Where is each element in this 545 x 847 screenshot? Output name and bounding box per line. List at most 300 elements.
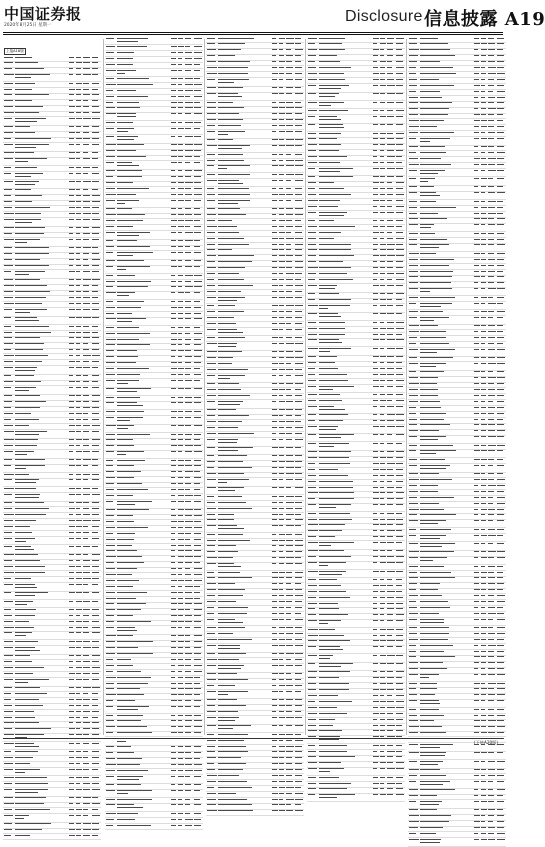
cell-text (295, 514, 301, 515)
cell-text (488, 224, 495, 225)
cell-text (474, 769, 480, 770)
cell-text (76, 74, 81, 75)
cell-text (279, 49, 283, 50)
cell-text (373, 85, 378, 86)
cell-text (409, 801, 416, 802)
cell-text (286, 79, 293, 80)
cell-text (319, 156, 347, 157)
cell-text (420, 97, 442, 98)
cell-text (15, 370, 35, 371)
cell-text (488, 726, 495, 727)
cell-text (396, 451, 404, 452)
cell-text (319, 614, 348, 615)
cell-text (69, 138, 74, 139)
cell-text (279, 79, 283, 80)
cell-text (15, 803, 44, 804)
cell-text (380, 200, 385, 201)
cell-text (194, 144, 202, 145)
cell-text (92, 219, 100, 220)
cell-text (308, 124, 315, 125)
cell-text (15, 609, 36, 610)
cell-text (178, 776, 184, 777)
cell-text (488, 459, 494, 460)
cell-text (106, 70, 116, 71)
cell-text (286, 751, 293, 752)
cell-text (106, 562, 114, 563)
cell-text (4, 728, 12, 729)
cell-text (83, 734, 89, 735)
cell-text (409, 303, 416, 304)
cell-text (207, 607, 214, 608)
table-row (408, 464, 506, 472)
table-row (307, 84, 405, 92)
cell-text (92, 474, 99, 475)
cell-text (178, 451, 182, 452)
cell-text (15, 454, 27, 455)
cell-text (178, 586, 182, 587)
cell-text (15, 407, 40, 408)
cell-text (488, 207, 495, 208)
cell-text (117, 706, 149, 707)
cell-text (488, 821, 493, 822)
cell-text (106, 813, 116, 814)
cell-text (92, 112, 100, 113)
cell-text (295, 194, 302, 195)
cell-text (178, 592, 183, 593)
cell-text (497, 244, 505, 245)
cell-text (15, 118, 46, 119)
cell-text (272, 113, 277, 114)
table-row (3, 788, 101, 796)
cell-text (76, 514, 81, 515)
cell-text (69, 687, 74, 688)
table-row (408, 780, 506, 788)
cell-text (171, 292, 175, 293)
cell-text (420, 276, 452, 277)
cell-text (319, 783, 351, 784)
masthead (0, 0, 506, 32)
cell-text (373, 67, 378, 68)
table-row (307, 620, 405, 628)
cell-text (117, 726, 147, 727)
cell-text (497, 389, 504, 390)
cell-text (218, 534, 243, 535)
cell-text (396, 188, 403, 189)
cell-text (117, 313, 132, 314)
cell-text (279, 291, 284, 292)
cell-text (69, 693, 75, 694)
cell-text (474, 809, 479, 810)
cell-text (83, 451, 90, 452)
cell-text (396, 794, 404, 795)
cell-text (481, 815, 485, 816)
cell-text (481, 377, 486, 378)
cell-text (194, 388, 202, 389)
cell-text (387, 689, 394, 690)
cell-text (488, 639, 494, 640)
cell-text (194, 477, 201, 478)
cell-text (488, 170, 496, 171)
cell-text (69, 711, 74, 712)
cell-text (488, 627, 493, 628)
cell-text (4, 699, 11, 700)
cell-text (171, 752, 176, 753)
cell-text (373, 663, 378, 664)
cell-text (178, 113, 182, 114)
cell-text (69, 118, 75, 119)
cell-text (373, 226, 378, 227)
cell-text (295, 305, 303, 306)
cell-text (92, 615, 99, 616)
cell-text (76, 789, 82, 790)
cell-text (106, 46, 115, 47)
cell-text (218, 67, 248, 68)
cell-text (207, 645, 216, 646)
cell-text (15, 451, 34, 452)
cell-text (380, 571, 385, 572)
cell-text (488, 509, 495, 510)
table-row (105, 425, 203, 433)
cell-text (497, 633, 505, 634)
cell-text (488, 595, 494, 596)
cell-text (308, 293, 315, 294)
cell-text (69, 514, 73, 515)
cell-text (76, 367, 82, 368)
cell-text (319, 308, 328, 309)
cell-text (15, 705, 43, 706)
cell-text (218, 261, 252, 262)
cell-text (117, 659, 131, 660)
cell-text (15, 77, 31, 78)
cell-text (272, 337, 278, 338)
cell-text (207, 551, 215, 552)
cell-text (194, 700, 201, 701)
cell-text (308, 719, 316, 720)
cell-text (185, 694, 192, 695)
table-row (3, 386, 101, 394)
cell-text (319, 579, 337, 580)
cell-text (117, 362, 136, 363)
cell-text (15, 57, 32, 58)
cell-text (319, 550, 344, 551)
cell-text (69, 601, 73, 602)
cell-text (218, 720, 235, 721)
cell-text (286, 160, 294, 161)
cell-text (83, 112, 89, 113)
cell-text (4, 592, 11, 593)
cell-text (92, 566, 99, 567)
cell-text (207, 73, 217, 74)
cell-text (272, 653, 277, 654)
cell-text (83, 566, 90, 567)
cell-text (497, 55, 504, 56)
cell-text (409, 761, 417, 762)
cell-text (272, 734, 277, 735)
cell-text (83, 502, 89, 503)
cell-text (380, 562, 386, 563)
cell-text (373, 93, 379, 94)
cell-text (83, 789, 90, 790)
cell-text (69, 233, 73, 234)
cell-text (279, 740, 283, 741)
cell-text (4, 829, 12, 830)
cell-text (106, 150, 115, 151)
cell-text (194, 102, 200, 103)
cell-text (218, 583, 235, 584)
cell-text (194, 533, 201, 534)
cell-text (117, 38, 148, 39)
cell-text (83, 291, 89, 292)
cell-text (92, 247, 98, 248)
cell-text (279, 627, 285, 628)
cell-text (69, 126, 74, 127)
cell-text (69, 777, 74, 778)
cell-text (497, 445, 505, 446)
cell-text (117, 318, 146, 319)
cell-text (481, 395, 486, 396)
cell-text (409, 395, 418, 396)
cell-text (420, 688, 437, 689)
cell-text (396, 756, 402, 757)
cell-text (117, 165, 139, 166)
table-row (408, 450, 506, 458)
cell-text (4, 233, 12, 234)
cell-text (117, 116, 136, 117)
cell-text (69, 253, 74, 254)
cell-text (488, 259, 495, 260)
cell-text (488, 282, 494, 283)
cell-text (185, 226, 190, 227)
cell-text (4, 667, 13, 668)
cell-text (178, 318, 183, 319)
cell-text (117, 252, 153, 253)
cell-text (319, 43, 342, 44)
cell-text (373, 110, 378, 111)
table-row (206, 478, 304, 486)
cell-text (171, 784, 175, 785)
cell-text (178, 356, 182, 357)
cell-text (76, 699, 82, 700)
cell-text (497, 601, 505, 602)
cell-text (380, 475, 385, 476)
cell-text (308, 285, 317, 286)
cell-text (286, 285, 293, 286)
cell-text (420, 551, 454, 552)
cell-text (171, 170, 175, 171)
cell-text (279, 433, 285, 434)
cell-text (69, 722, 73, 723)
cell-text (117, 344, 150, 345)
cell-text (207, 305, 214, 306)
cell-text (319, 55, 337, 56)
cell-text (171, 556, 175, 557)
cell-text (106, 732, 113, 733)
cell-text (279, 232, 285, 233)
cell-text (380, 124, 385, 125)
cell-text (279, 679, 284, 680)
cell-text (106, 477, 115, 478)
cell-text (420, 357, 453, 358)
cell-text (497, 61, 504, 62)
table-row (307, 339, 405, 347)
cell-text (106, 677, 116, 678)
cell-text (106, 603, 114, 604)
cell-text (279, 145, 285, 146)
cell-text (218, 107, 244, 108)
cell-text (117, 483, 142, 484)
cell-text (286, 633, 293, 634)
cell-text (185, 162, 190, 163)
cell-text (194, 445, 201, 446)
cell-text (420, 363, 446, 364)
cell-text (218, 395, 250, 396)
cell-text (106, 799, 115, 800)
cell-text (387, 386, 393, 387)
cell-text (218, 679, 248, 680)
cell-text (295, 502, 302, 503)
cell-text (69, 279, 74, 280)
cell-text (373, 394, 377, 395)
cell-text (286, 226, 293, 227)
cell-text (171, 102, 177, 103)
cell-text (380, 279, 384, 280)
cell-text (420, 303, 452, 304)
cell-text (106, 683, 114, 684)
cell-text (488, 809, 495, 810)
cell-text (497, 413, 504, 414)
cell-text (171, 790, 176, 791)
cell-text (4, 152, 14, 153)
cell-text (83, 62, 90, 63)
cell-text (497, 720, 504, 721)
listing-table (3, 37, 503, 737)
cell-text (171, 770, 176, 771)
cell-text (308, 701, 315, 702)
cell-text (69, 609, 74, 610)
cell-text (92, 532, 98, 533)
cell-text (474, 138, 479, 139)
cell-text (207, 461, 215, 462)
cell-text (69, 361, 75, 362)
cell-text (481, 752, 487, 753)
cell-text (194, 339, 201, 340)
cell-text (185, 521, 193, 522)
cell-text (481, 371, 485, 372)
cell-text (373, 768, 377, 769)
cell-text (171, 286, 176, 287)
cell-text (69, 106, 75, 107)
cell-text (272, 55, 276, 56)
cell-text (207, 160, 215, 161)
cell-text (420, 589, 438, 590)
cell-text (207, 61, 216, 62)
cell-text (420, 152, 446, 153)
cell-text (380, 536, 385, 537)
cell-text (497, 566, 503, 567)
cell-text (171, 825, 176, 826)
cell-text (474, 164, 479, 165)
cell-text (178, 78, 183, 79)
cell-text (4, 413, 13, 414)
cell-text (106, 182, 115, 183)
cell-text (409, 317, 417, 318)
cell-text (420, 809, 437, 810)
cell-text (218, 311, 244, 312)
cell-text (15, 326, 49, 327)
cell-text (194, 609, 202, 610)
cell-text (409, 566, 418, 567)
cell-text (409, 436, 417, 437)
cell-text (207, 804, 216, 805)
cell-text (474, 688, 479, 689)
table-row (105, 37, 203, 45)
cell-text (171, 301, 175, 302)
cell-text (185, 527, 192, 528)
cell-text (185, 533, 191, 534)
cell-text (76, 488, 81, 489)
cell-text (396, 212, 403, 213)
cell-text (409, 543, 418, 544)
cell-text (497, 224, 504, 225)
cell-text (185, 580, 192, 581)
cell-text (373, 713, 379, 714)
cell-text (497, 557, 505, 558)
cell-text (272, 705, 277, 706)
cell-text (279, 799, 283, 800)
cell-text (420, 181, 428, 182)
cell-text (76, 532, 81, 533)
cell-text (218, 378, 230, 379)
cell-text (420, 761, 443, 762)
cell-text (83, 271, 90, 272)
table-row (3, 117, 101, 125)
cell-text (420, 419, 444, 420)
cell-text (373, 176, 379, 177)
cell-text (420, 677, 429, 678)
cell-text (69, 195, 74, 196)
cell-text (474, 430, 478, 431)
cell-text (396, 783, 402, 784)
cell-text (178, 214, 184, 215)
cell-text (218, 804, 252, 805)
cell-text (83, 751, 88, 752)
cell-text (396, 102, 403, 103)
cell-text (380, 348, 384, 349)
cell-text (319, 771, 330, 772)
cell-text (279, 249, 284, 250)
cell-text (4, 502, 12, 503)
cell-text (488, 583, 495, 584)
cell-text (396, 322, 404, 323)
cell-text (207, 194, 215, 195)
cell-text (194, 344, 201, 345)
cell-text (409, 815, 419, 816)
cell-text (488, 566, 495, 567)
cell-text (474, 186, 478, 187)
cell-text (83, 699, 90, 700)
cell-text (474, 55, 479, 56)
cell-text (4, 479, 12, 480)
cell-text (178, 84, 182, 85)
cell-text (15, 632, 32, 633)
cell-text (497, 120, 503, 121)
cell-text (286, 627, 293, 628)
cell-text (178, 380, 183, 381)
cell-text (83, 488, 90, 489)
cell-text (218, 589, 245, 590)
cell-text (106, 451, 114, 452)
cell-text (497, 509, 504, 510)
